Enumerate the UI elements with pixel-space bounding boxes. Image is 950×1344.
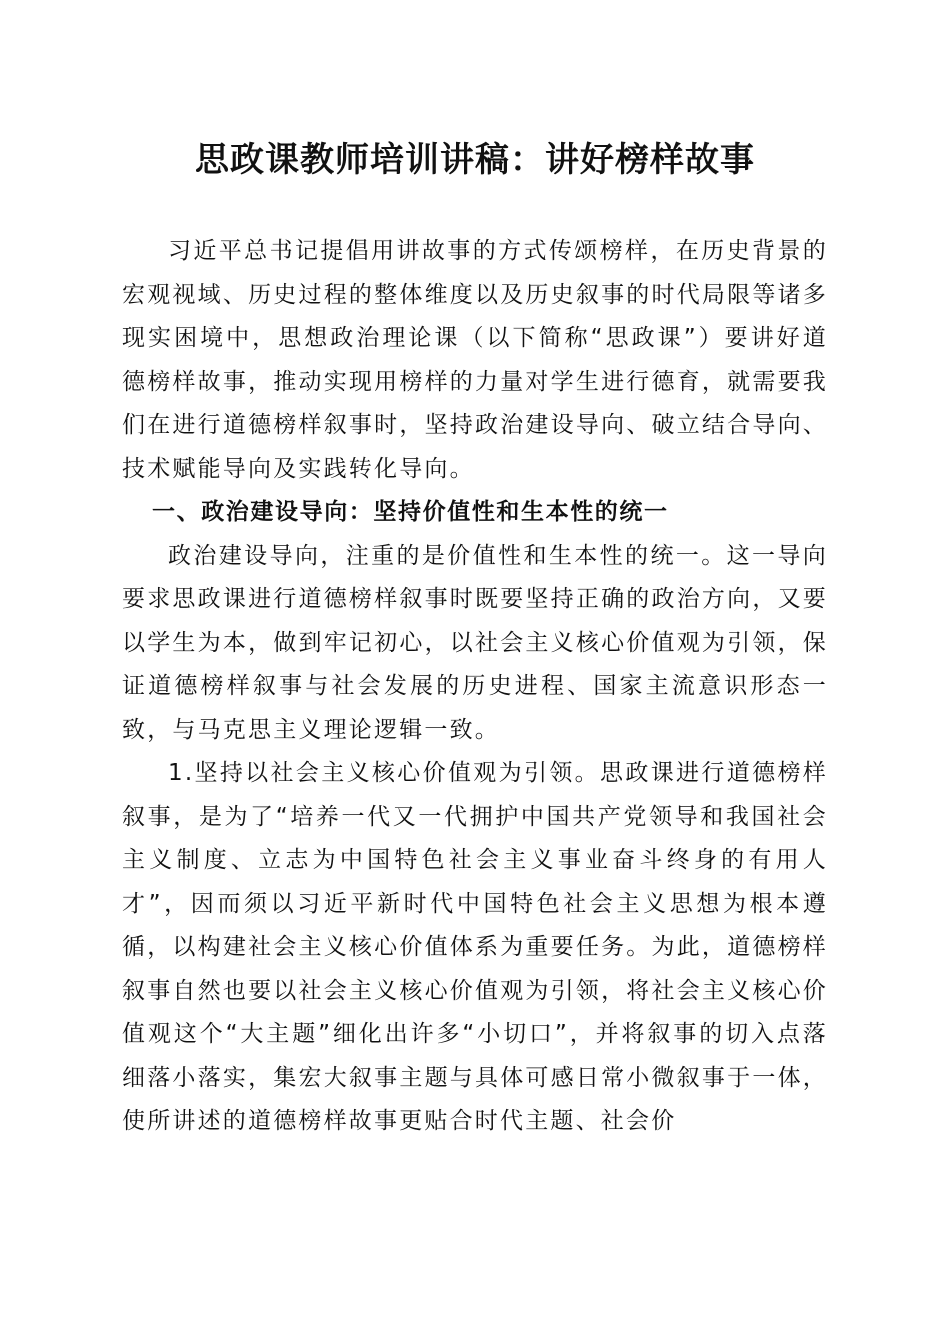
document-body bbox=[122, 230, 828, 1144]
intro-paragraph: 习近平总书记提倡用讲故事的方式传颂榜样，在历史背景的宏观视域、历史过程的整体维度以及历史叙事的时代局限等诸多现实困境中，思想政治理论课（以下简称“思政课”）要讲好道德榜样故事，推动实现用榜样的力量对学生进行德育，就需要我们在进行道德榜样叙事时，坚持政治建设导向、破立结合导向、技术赋能导向及实践转化导向。 bbox=[122, 238, 828, 482]
section-heading: 一、政治建设导向：坚持价值性和生本性的统一 bbox=[152, 499, 669, 525]
document-title: 思政课教师培训讲稿：讲好榜样故事 bbox=[195, 140, 755, 180]
point-paragraph: 1.坚持以社会主义核心价值观为引领。思政课进行道德榜样叙事，是为了“培养一代又一代拥护中国共产党领导和我国社会主义制度、立志为中国特色社会主义事业奋斗终身的有用人才”，因而须以习近平新时代中国特色社会主义思想为根本遵循，以构建社会主义核心价值体系为重要任务。为此，道德榜样叙事自然也要以社会主义核心价值观为引领，将社会主义核心价值观这个“大主题”细化出许多“小切口”，并将叙事的切入点落细落小落实，集宏大叙事主题与具体可感日常小微叙事于一体，使所讲述的道德榜样故事更贴合时代主题、社会价 bbox=[122, 760, 828, 1134]
section-paragraph: 政治建设导向，注重的是价值性和生本性的统一。这一导向要求思政课进行道德榜样叙事时既要坚持正确的政治方向，又要以学生为本，做到牢记初心，以社会主义核心价值观为引领，保证道德榜样叙事与社会发展的历史进程、国家主流意识形态一致，与马克思主义理论逻辑一致。 bbox=[122, 542, 828, 743]
